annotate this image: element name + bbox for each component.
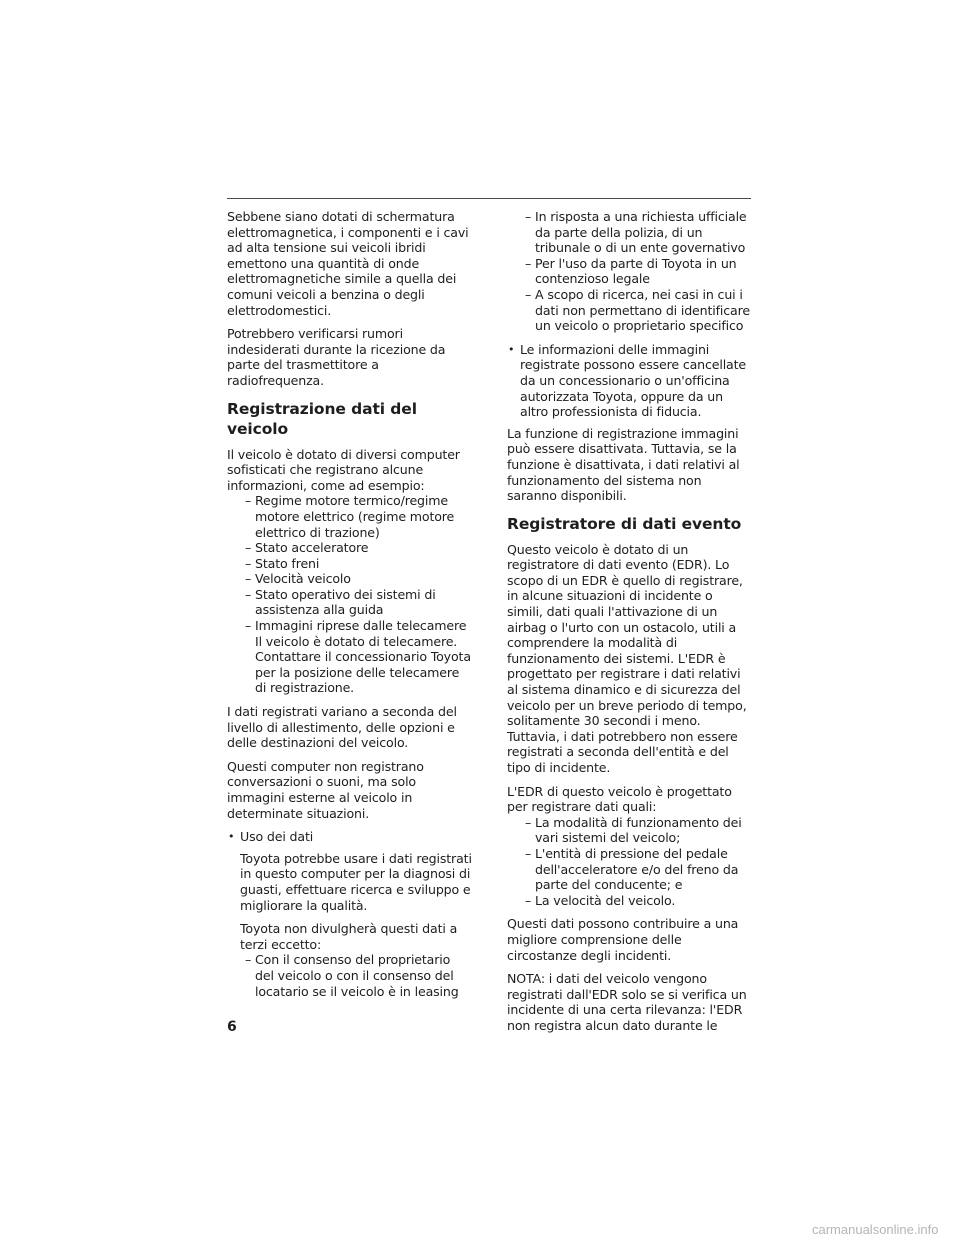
- paragraph: Toyota potrebbe usare i dati registrati in questo computer per la diagnosi di guasti, effettuare ricerca e sviluppo e migliorare la qualità.: [240, 850, 472, 913]
- paragraph: L'EDR di questo veicolo è progettato per registrare dati quali:: [507, 783, 732, 815]
- paragraph: Sebbene siano dotati di schermatura elettromagnetica, i componenti e i cavi ad alta tensione sui veicoli ibridi emettono una quantità di onde elettromagnetiche simile a quella dei comuni veicoli a benzina o degli elettrodomestici.: [227, 209, 469, 318]
- watermark-text: carmanualsonline.info: [812, 1222, 939, 1237]
- paragraph: Questi dati possono contribuire a una migliore comprensione delle circostanze degli incidenti.: [507, 916, 739, 963]
- recorded-data-list: [227, 493, 472, 633]
- paragraph: Toyota non divulgherà questi dati a terzi eccetto:: [240, 921, 458, 952]
- paragraph: Questi computer non registrano conversazioni o suoni, ma solo immagini esterne al veicolo in determinate situazioni.: [227, 758, 424, 821]
- list-item: – Per l'uso da parte di Toyota in un contenzioso legale: [507, 256, 752, 287]
- camera-note: Il veicolo è dotato di telecamere. Contattare il concessionario Toyota per la posizione delle telecamere di registrazione.: [255, 633, 471, 696]
- list-item: – Stato operativo dei sistemi di assistenza alla guida: [227, 587, 472, 618]
- bullet-label: Uso dei dati: [240, 829, 314, 845]
- list-item: – Stato acceleratore: [227, 540, 472, 556]
- left-column: [227, 209, 472, 1007]
- list-item: – Velocità veicolo: [227, 571, 472, 587]
- paragraph: Il veicolo è dotato di diversi computer sofisticati che registrano alcune informazioni, come ad esempio:: [227, 446, 460, 493]
- edr-data-list: [507, 815, 752, 909]
- paragraph: La funzione di registrazione immagini può essere disattivata. Tuttavia, se la funzione è disattivata, i dati relativi al funzionamento del sistema non saranno disponibili.: [507, 425, 740, 504]
- bullet-item: [507, 342, 752, 420]
- page-number: 6: [227, 1019, 237, 1035]
- exceptions-list: [227, 952, 472, 999]
- paragraph: NOTA: i dati del veicolo vengono registrati dall'EDR solo se si verifica un incidente di una certa rilevanza: l'EDR non registra alcun dato durante le: [507, 971, 747, 1033]
- section-heading: Registrazione dati del veicolo: [227, 399, 417, 438]
- paragraph: Potrebbero verificarsi rumori indesiderati durante la ricezione da parte del trasmettitore a radiofrequenza.: [227, 326, 446, 388]
- header-rule: [227, 198, 751, 199]
- list-item: – Immagini riprese dalle telecamere: [227, 618, 472, 634]
- bullet-text: Le informazioni delle immagini registrate possono essere cancellate da un concessionario o un'officina autorizzata Toyota, oppure da un altro professionista di fiducia.: [520, 341, 747, 420]
- list-item: – Stato freni: [227, 556, 472, 572]
- list-item: – In risposta a una richiesta ufficiale da parte della polizia, di un tribunale o di un ente governativo: [507, 209, 752, 256]
- paragraph: Questo veicolo è dotato di un registratore di dati evento (EDR). Lo scopo di un EDR è quello di registrare, in alcune situazioni di incidente o simili, dati quali l'attivazione di un airbag o l'urto con un ostacolo, utili a comprendere la modalità di funzionamento dei sistemi. L'EDR è progettato per registrare i dati relativi al sistema dinamico e di sicurezza del veicolo per un breve periodo di tempo, solitamente 30 secondi i meno. Tuttavia, i dati potrebbero non essere registrati a seconda dell'entità e del tipo di incidente.: [507, 541, 747, 775]
- section-heading: Registratore di dati evento: [507, 514, 742, 533]
- list-item: – Con il consenso del proprietario del veicolo o con il consenso del locatario se il veicolo è in leasing: [227, 952, 472, 999]
- list-item: – La modalità di funzionamento dei vari sistemi del veicolo;: [507, 815, 752, 846]
- bullet-item: [227, 829, 472, 845]
- exceptions-list-continued: [507, 209, 752, 334]
- list-item: – A scopo di ricerca, nei casi in cui i dati non permettano di identificare un veicolo o proprietario specifico: [507, 287, 752, 334]
- list-item: – La velocità del veicolo.: [507, 893, 752, 909]
- right-column: [507, 209, 752, 1042]
- paragraph: I dati registrati variano a seconda del livello di allestimento, delle opzioni e delle destinazioni del veicolo.: [227, 704, 457, 751]
- list-item: – L'entità di pressione del pedale dell'acceleratore e/o del freno da parte del conducente; e: [507, 846, 752, 893]
- list-item: – Regime motore termico/regime motore elettrico (regime motore elettrico di trazione): [227, 493, 472, 540]
